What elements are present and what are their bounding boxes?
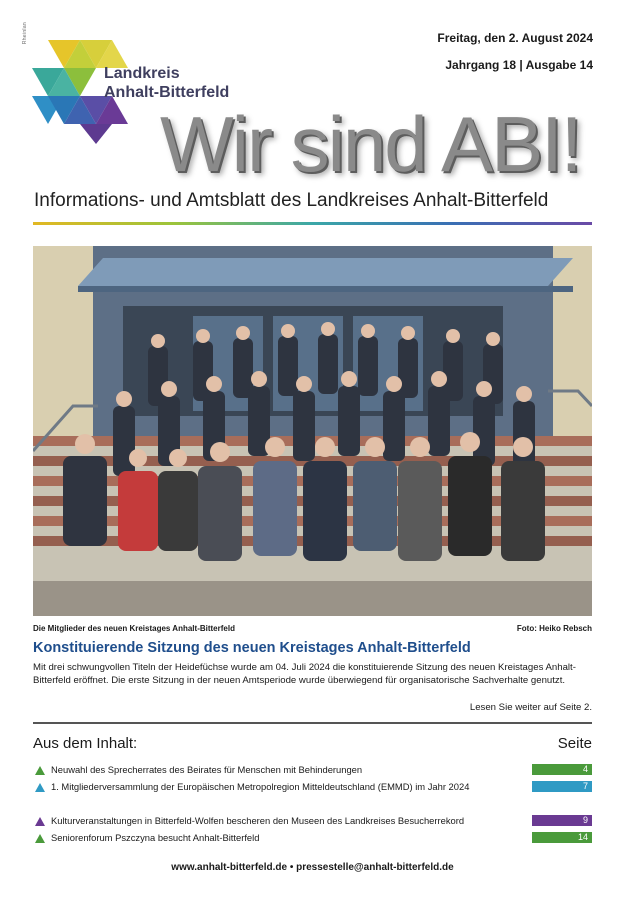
masthead-title: Wir sind ABI! xyxy=(160,100,581,188)
toc-item[interactable] xyxy=(33,781,592,795)
toc-page-label: Seite xyxy=(557,735,592,752)
photo-credit: Foto: Heiko Rebsch xyxy=(516,624,592,633)
article-headline: Konstituierende Sitzung des neuen Kreistages Anhalt-Bitterfeld xyxy=(33,640,471,656)
triangle-bullet-icon xyxy=(35,817,45,826)
issue-info: Jahrgang 18 | Ausgabe 14 xyxy=(445,58,593,72)
side-tag: Rheinlan xyxy=(22,22,28,45)
group-photo xyxy=(33,246,592,616)
toc-page-badge: 14 xyxy=(532,832,592,843)
brand xyxy=(104,64,229,102)
read-more-link[interactable]: Lesen Sie weiter auf Seite 2. xyxy=(469,702,592,713)
photo-caption: Die Mitglieder des neuen Kreistages Anhalt-Bitterfeld xyxy=(33,624,235,633)
triangle-bullet-icon xyxy=(35,783,45,792)
toc-item[interactable] xyxy=(33,764,592,778)
toc-item-text: Kulturveranstaltungen in Bitterfeld-Wolfen bescheren den Museen des Landkreises Besucherrekord xyxy=(51,815,465,826)
toc-item[interactable] xyxy=(33,815,592,829)
toc-page-badge: 4 xyxy=(532,764,592,775)
rainbow-divider xyxy=(33,222,592,225)
toc-page-badge: 9 xyxy=(532,815,592,826)
toc-item[interactable] xyxy=(33,832,592,846)
brand-line-2: Anhalt-Bitterfeld xyxy=(104,84,230,101)
triangle-bullet-icon xyxy=(35,766,45,775)
brand-line-1: Landkreis xyxy=(104,65,180,82)
toc-item-text: Neuwahl des Sprecherrates des Beirates für Menschen mit Behinderungen xyxy=(51,764,363,775)
issue-date: Freitag, den 2. August 2024 xyxy=(437,31,593,45)
section-divider xyxy=(33,722,592,724)
triangle-bullet-icon xyxy=(35,834,45,843)
article-lead: Mit drei schwungvollen Titeln der Heidefüchse wurde am 04. Juli 2024 die konstituierende Sitzung des neuen Kreistages Anhalt-Bitterfeld eröffnet. Die erste Sitzung in der neuen Amtsperiode wurde überwiegend für organisatorische Sachverhalte genutzt. xyxy=(33,662,576,686)
toc-item-text: Seniorenforum Pszczyna besucht Anhalt-Bitterfeld xyxy=(51,832,260,843)
group-photo-illustration xyxy=(33,246,592,616)
toc-title: Aus dem Inhalt: xyxy=(33,735,138,752)
footer-contact[interactable]: www.anhalt-bitterfeld.de • pressestelle@anhalt-bitterfeld.de xyxy=(171,862,454,873)
toc-item-text: 1. Mitgliederversammlung der Europäischen Metropolregion Mitteldeutschland (EMMD) im Jahr 2024 xyxy=(51,781,470,792)
toc-page-badge: 7 xyxy=(532,781,592,792)
masthead-subtitle: Informations- und Amtsblatt des Landkreises Anhalt-Bitterfeld xyxy=(34,190,549,211)
